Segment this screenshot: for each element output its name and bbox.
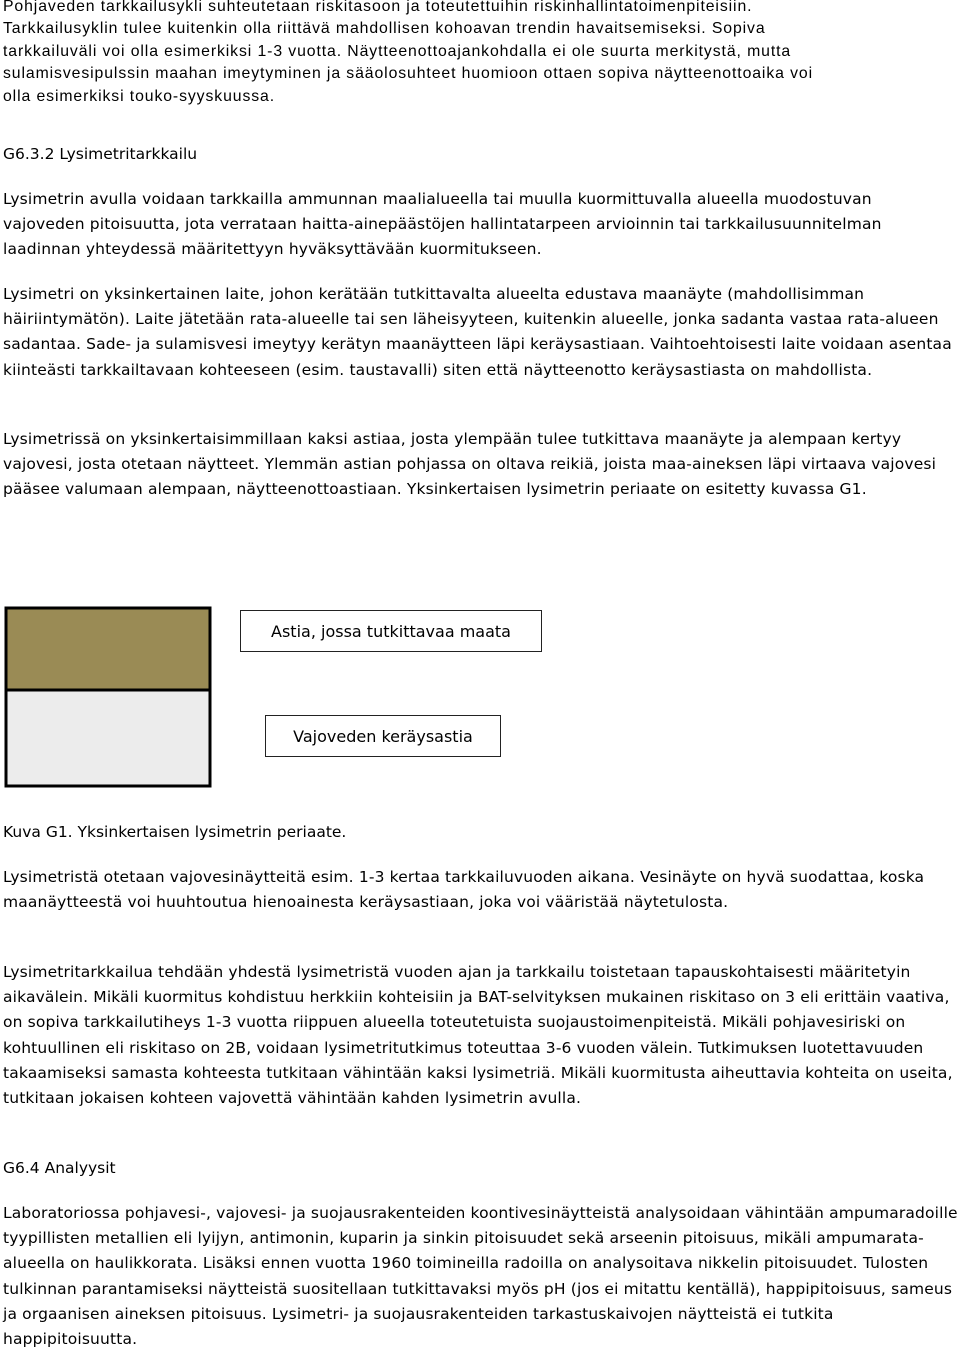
intro-line: tarkkailuväli voi olla esimerkiksi 1-3 vuotta. Näytteenottoajankohdalla ei ole suurta merkitystä, mutta bbox=[3, 42, 792, 60]
paragraph-lysimetri-structure: Lysimetrissä on yksinkertaisimmillaan kaksi astiaa, josta ylempään tulee tutkittava maanäyte ja alempaan kertyy vajovesi, josta otetaan näytteet. Ylemmän astian pohjassa on oltava reikiä, joista maa-aineksen läpi virtaava vajovesi pääsee valumaan alempaan, näytteenottoastiaan. Yksinkertaisen lysimetrin periaate on esitetty kuvassa G1. bbox=[3, 430, 937, 499]
paragraph-lysimetri-intro: Lysimetrin avulla voidaan tarkkailla ammunnan maalialueella tai muulla kuormittuvalla alueella muodostuvan vajoveden pitoisuutta, jota verrataan haitta-ainepäästöjen hallintatarpeen arvioinnin tai tarkkailusuunnitelman laadinnan yhteydessä määritettyyn hyväksyttävään kuormitukseen. bbox=[3, 190, 882, 259]
label-collection-container: Vajoveden keräysastia bbox=[265, 715, 501, 757]
figure-caption: Kuva G1. Yksinkertaisen lysimetrin periaate. bbox=[3, 823, 347, 841]
section-heading-lysimetritarkkailu: G6.3.2 Lysimetritarkkailu bbox=[3, 145, 198, 163]
paragraph-sampling: Lysimetristä otetaan vajovesinäytteitä esim. 1-3 kertaa tarkkailuvuoden aikana. Vesinäyte on hyvä suodattaa, koska maanäytteestä voi huuhtoutua hienoainesta keräysastiaan, joka voi vääristää näytetulosta. bbox=[3, 868, 925, 912]
paragraph-monitoring-frequency: Lysimetritarkkailua tehdään yhdestä lysimetristä vuoden ajan ja tarkkailu toistetaan tapauskohtaisesti määritetyin aikavälein. Mikäli kuormitus kohdistuu herkkiin kohteisiin ja BAT-selvityksen mukainen riskitaso on 3 eli erittäin vaativa, on sopiva tarkkailutiheys 1-3 vuotta riippuen alueella toteutetuista suojaustoimenpiteistä. Mikäli pohjavesiriski on kohtuullinen eli riskitaso on 2B, voidaan lysimetritutkimus toteuttaa 3-6 vuoden välein. Tutkimuksen luotettavuuden takaamiseksi samasta kohteesta tutkitaan vähintään kaksi lysimetriä. Mikäli kuormitusta aiheuttavia kohteita on useita, tutkitaan jokaisen kohteen vajovettä vähintään kahden lysimetrin avulla. bbox=[3, 963, 953, 1108]
paragraph-lysimetri-description: Lysimetri on yksinkertainen laite, johon kerätään tutkittavalta alueelta edustava maanäyte (mahdollisimman häiriintymätön). Laite jätetään rata-alueelle tai sen läheisyyteen, kuitenkin alueelle, jonka sadanta vastaa rata-alueen sadantaa. Sade- ja sulamisvesi imeytyy kerätyn maanäytteen läpi keräysastiaan. Vaihtoehtoisesti laite voidaan asentaa kiinteästi tarkkailtavaan kohteeseen (esim. taustavalli) siten että näytteenotto keräysastiasta on mahdollista. bbox=[3, 285, 952, 379]
paragraph-analyses: Laboratoriossa pohjavesi-, vajovesi- ja suojausrakenteiden koontivesinäytteistä analysoidaan vähintään ampumaradoille tyypillisten metallien eli lyijyn, antimonin, kuparin ja sinkin pitoisuudet sekä arseenin pitoisuus, mikäli ampumarata-alueella on haulikkorata. Lisäksi ennen vuotta 1960 toimineilla radoilla on analysoitava nikkelin pitoisuudet. Tulosten tulkinnan parantamiseksi näytteistä suositellaan tutkittavaksi myös pH (jos ei mitattu kentällä), happipitoisuus, sameus ja orgaanisen aineksen pitoisuus. Lysimetri- ja suojausrakenteiden tarkastuskaivojen näytteistä ei tutkita happipitoisuutta. bbox=[3, 1204, 958, 1349]
section-heading-analyysit: G6.4 Analyysit bbox=[3, 1159, 116, 1177]
label-soil-container: Astia, jossa tutkittavaa maata bbox=[240, 610, 542, 652]
soil-container bbox=[6, 608, 210, 690]
intro-line: olla esimerkiksi touko-syyskuussa. bbox=[3, 87, 276, 105]
lysimeter-figure bbox=[0, 590, 960, 810]
intro-paragraph bbox=[3, 0, 958, 108]
intro-line: sulamisvesipulssin maahan imeytyminen ja sääolosuhteet huomioon ottaen sopiva näytteenottoaika voi bbox=[3, 65, 814, 83]
intro-line: Tarkkailusyklin tulee kuitenkin olla riittävä mahdollisen kohoavan trendin havaitsemiseksi. Sopiva bbox=[3, 20, 766, 38]
intro-line: Pohjaveden tarkkailusykli suhteutetaan riskitasoon ja toteutettuihin riskinhallintatoimenpiteisiin. bbox=[3, 0, 753, 15]
